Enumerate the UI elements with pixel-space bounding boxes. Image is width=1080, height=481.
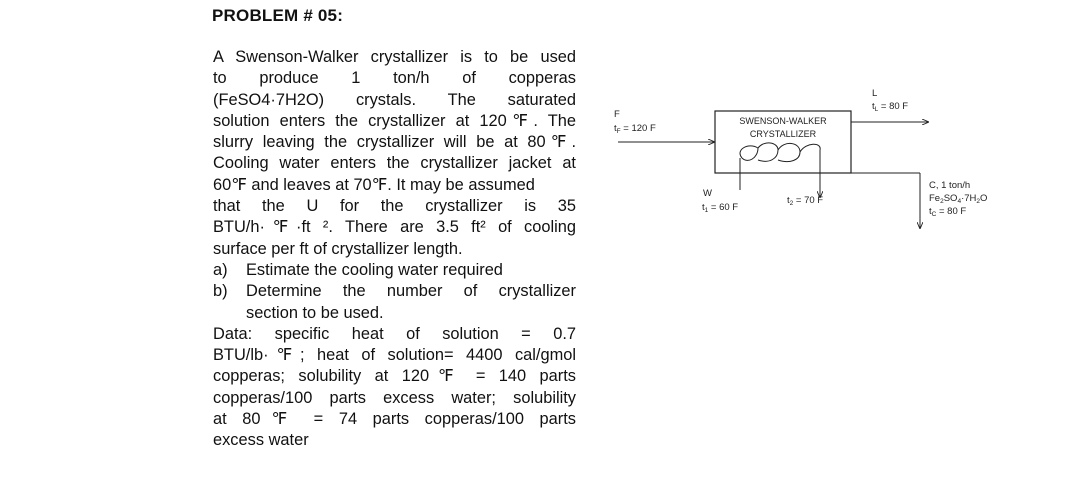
box-title-line1: SWENSON-WALKER [739,116,827,126]
data-line: excess water [213,431,309,450]
cooling-coil-loops-icon [742,148,800,162]
data-line: BTU/lb·℉; heat of solution= 4400 cal/gmol [213,346,576,365]
task-text: Estimate the cooling water required [246,260,503,279]
liquor-label: L [872,88,878,99]
data-line: copperas; solubility at 120℉ = 140 parts [213,367,576,386]
statement-line: 60℉ and leaves at 70℉. It may be assumed [213,175,535,194]
data-line: Data: specific heat of solution = 0.7 [213,324,576,343]
statement-line: that the U for the crystallizer is 35 [213,197,576,216]
data-line: copperas/100 parts excess water; solubility [213,388,576,407]
water-out-temp: $t_2 = 70$ F [787,195,824,207]
crystal-rate: C, 1 ton/h [929,180,971,191]
crystal-temp: $t_C = 80$ F [929,206,967,218]
water-in-temp: $t_1 = 60$ F [702,202,739,214]
box-title-line2: CRYSTALLIZER [749,129,817,139]
task-label: a) [213,260,228,279]
feed-temp: $t_F = 120$ F [614,123,656,135]
statement-line: surface per ft of crystallizer length. [213,239,463,258]
statement-line: BTU/h·℉·ft ². There are 3.5 ft² of cooling [213,218,576,237]
statement-line: (FeSO4·7H2O) crystals. The saturated [213,90,576,109]
statement-line: Cooling water enters the crystallizer jacket at [213,154,576,173]
crystal-formula: $Fe_2SO_4\cdot 7H_2O$ [929,193,988,205]
task-label: b) [213,282,228,301]
statement-line: A Swenson-Walker crystallizer is to be used [213,48,576,66]
cooling-coil-icon [740,143,820,158]
problem-title: PROBLEM # 05: [212,6,344,25]
liquor-temp: $t_L = 80$ F [872,101,909,113]
water-label: W [703,188,712,199]
statement-line: solution enters the crystallizer at 120℉. The [213,111,576,130]
task-text: section to be used. [246,303,384,322]
feed-label: F [614,109,620,120]
data-line: at 80℉ = 74 parts copperas/100 parts [213,410,576,429]
statement-line: to produce 1 ton/h of copperas [213,69,576,88]
task-text: Determine the number of crystallizer [246,282,576,301]
statement-line: slurry leaving the crystallizer will be at 80℉. [213,133,576,152]
